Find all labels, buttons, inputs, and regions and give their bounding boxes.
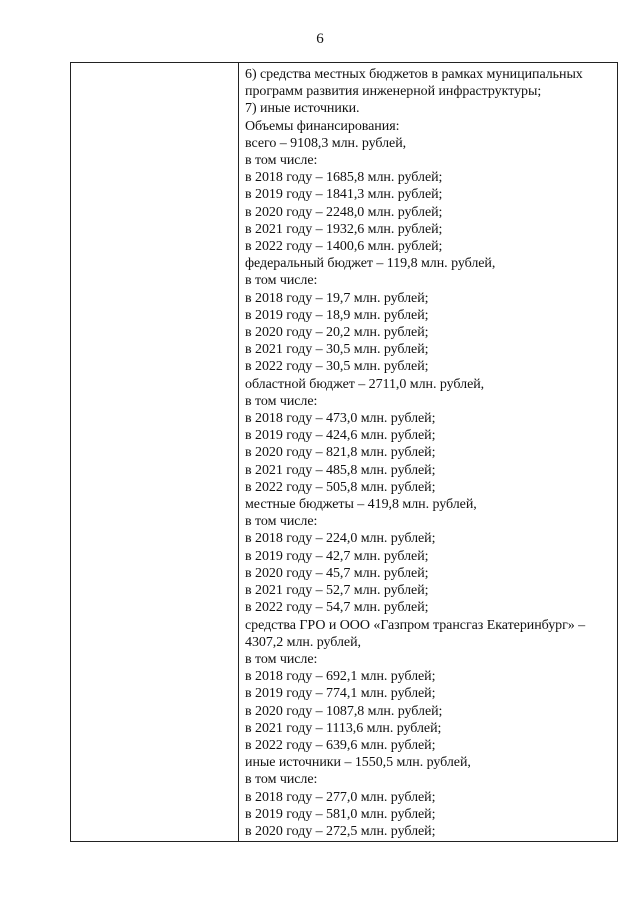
text-line: в 2020 году – 2248,0 млн. рублей;: [245, 204, 443, 220]
page-number: 6: [316, 31, 324, 47]
text-line: в том числе:: [245, 153, 318, 169]
text-line: в 2021 году – 30,5 млн. рублей;: [245, 342, 429, 358]
text-line: в 2021 году – 1113,6 млн. рублей;: [245, 720, 442, 736]
text-line: в том числе:: [245, 772, 318, 788]
text-line: в 2020 году – 20,2 млн. рублей;: [245, 325, 429, 341]
text-line: в 2022 году – 505,8 млн. рублей;: [245, 479, 436, 495]
text-line: программ развития инженерной инфраструктуры;: [245, 84, 542, 100]
text-line: в 2020 году – 821,8 млн. рублей;: [245, 445, 436, 461]
text-line: в 2019 году – 424,6 млн. рублей;: [245, 428, 436, 444]
text-line: в 2021 году – 485,8 млн. рублей;: [245, 462, 436, 478]
text-line: в 2020 году – 45,7 млн. рублей;: [245, 565, 429, 581]
text-line: федеральный бюджет – 119,8 млн. рублей,: [245, 256, 496, 272]
text-line: Объемы финансирования:: [245, 118, 400, 134]
text-line: в том числе:: [245, 393, 318, 409]
text-line: 7) иные источники.: [245, 101, 360, 117]
table-right-cell: [245, 66, 613, 841]
text-line: в 2019 году – 1841,3 млн. рублей;: [245, 187, 443, 203]
text-line: в 2018 году – 224,0 млн. рублей;: [245, 531, 436, 547]
text-line: в 2022 году – 54,7 млн. рублей;: [245, 600, 429, 616]
text-line: местные бюджеты – 419,8 млн. рублей,: [245, 497, 477, 513]
text-line: в 2019 году – 581,0 млн. рублей;: [245, 806, 436, 822]
text-line: всего – 9108,3 млн. рублей,: [245, 135, 407, 151]
text-line: в 2019 году – 42,7 млн. рублей;: [245, 548, 429, 564]
text-line: в 2021 году – 1932,6 млн. рублей;: [245, 221, 443, 237]
text-line: в 2018 году – 692,1 млн. рублей;: [245, 669, 436, 685]
text-line: 6) средства местных бюджетов в рамках муниципальных: [245, 67, 583, 82]
text-line: в том числе:: [245, 651, 318, 667]
text-line: в 2018 году – 473,0 млн. рублей;: [245, 411, 436, 427]
text-line: в 2020 году – 1087,8 млн. рублей;: [245, 703, 443, 719]
text-line: 4307,2 млн. рублей,: [245, 634, 361, 650]
text-line: в том числе:: [245, 273, 318, 289]
text-line: областной бюджет – 2711,0 млн. рублей,: [245, 376, 485, 392]
document-table: [70, 62, 618, 842]
table-left-cell: [71, 63, 239, 841]
text-line: в 2018 году – 19,7 млн. рублей;: [245, 290, 429, 306]
text-line: в 2018 году – 1685,8 млн. рублей;: [245, 170, 443, 186]
text-line: в 2019 году – 18,9 млн. рублей;: [245, 307, 429, 323]
text-line: в 2022 году – 639,6 млн. рублей;: [245, 737, 436, 753]
text-line: в том числе:: [245, 514, 318, 530]
text-line: в 2020 году – 272,5 млн. рублей;: [245, 823, 436, 839]
text-line: в 2022 году – 1400,6 млн. рублей;: [245, 239, 443, 255]
text-line: в 2018 году – 277,0 млн. рублей;: [245, 789, 436, 805]
text-line: в 2019 году – 774,1 млн. рублей;: [245, 686, 436, 702]
text-line: средства ГРО и ООО «Газпром трансгаз Екатеринбург» –: [245, 617, 586, 633]
text-line: иные источники – 1550,5 млн. рублей,: [245, 755, 471, 771]
text-line: в 2022 году – 30,5 млн. рублей;: [245, 359, 429, 375]
text-line: в 2021 году – 52,7 млн. рублей;: [245, 583, 429, 599]
